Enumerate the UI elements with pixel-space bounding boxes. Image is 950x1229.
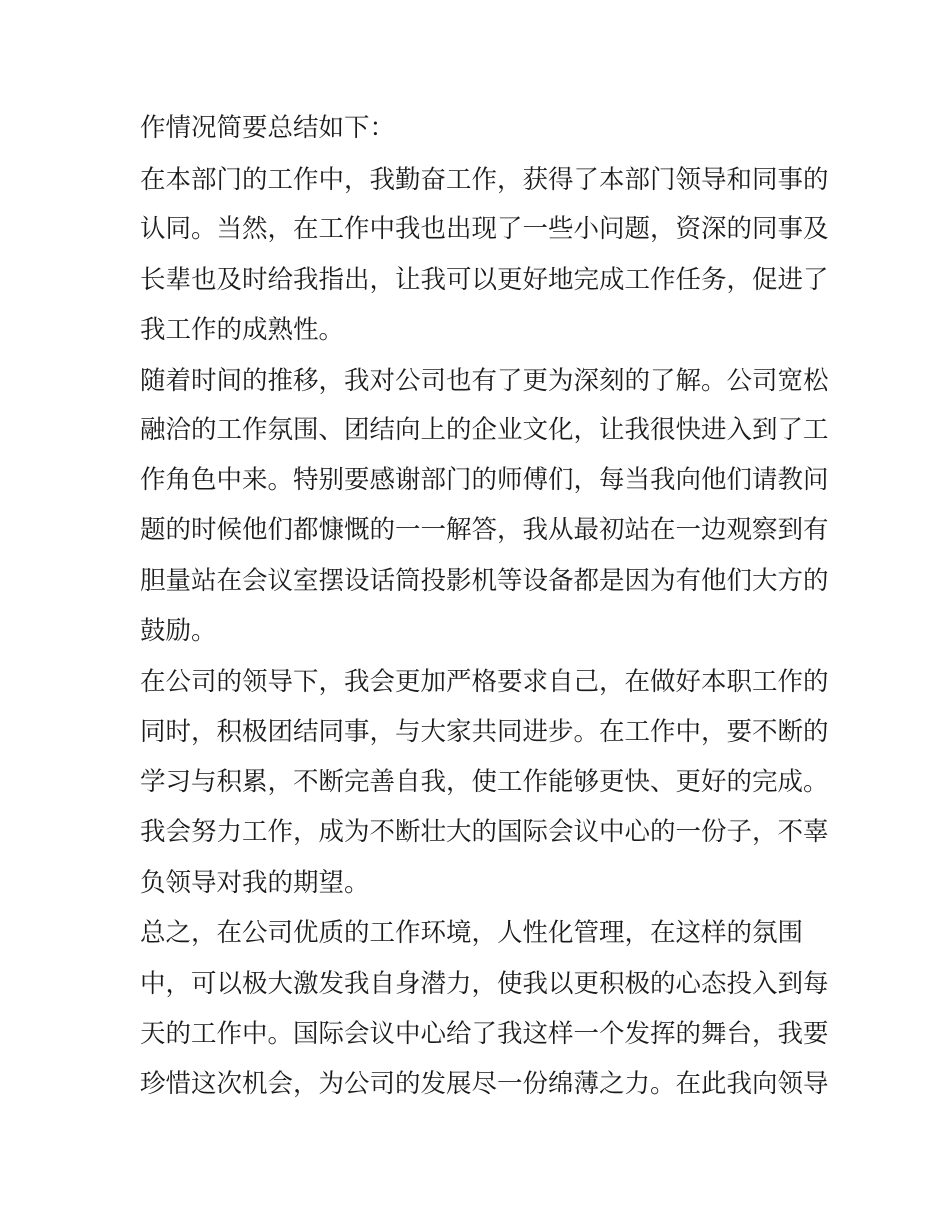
text-line: 负领导对我的期望。 (140, 868, 370, 898)
text-line: 题的时候他们都慷慨的一一解答，我从最初站在一边观察到有 (140, 515, 829, 545)
text-line: 我工作的成熟性。 (140, 315, 345, 345)
text-line: 在本部门的工作中，我勤奋工作，获得了本部门领导和同事的 (140, 165, 829, 195)
text-line: 作角色中来。特别要感谢部门的师傅们，每当我向他们请教问 (140, 465, 829, 495)
text-line: 同时，积极团结同事，与大家共同进步。在工作中，要不断的 (140, 717, 829, 747)
text-line: 作情况简要总结如下： (140, 113, 396, 143)
text-line: 认同。当然，在工作中我也出现了一些小问题，资深的同事及 (140, 214, 829, 244)
text-line: 珍惜这次机会，为公司的发展尽一份绵薄之力。在此我向领导 (140, 1069, 829, 1099)
text-line: 中，可以极大激发我自身潜力，使我以更积极的心态投入到每 (140, 969, 829, 999)
text-line: 鼓励。 (140, 616, 217, 646)
text-line: 融洽的工作氛围、团结向上的企业文化，让我很快进入到了工 (140, 415, 829, 445)
text-line: 学习与积累，不断完善自我，使工作能够更快、更好的完成。 (140, 767, 829, 797)
text-line: 天的工作中。国际会议中心给了我这样一个发挥的舞台，我要 (140, 1019, 829, 1049)
text-line: 长辈也及时给我指出，让我可以更好地完成工作任务，促进了 (140, 265, 829, 295)
text-line: 胆量站在会议室摆设话筒投影机等设备都是因为有他们大方的 (140, 566, 829, 596)
text-line: 总之，在公司优质的工作环境，人性化管理，在这样的氛围 (140, 918, 804, 948)
text-line: 随着时间的推移，我对公司也有了更为深刻的了解。公司宽松 (140, 366, 829, 396)
text-line: 在公司的领导下，我会更加严格要求自己，在做好本职工作的 (140, 667, 829, 697)
text-line: 我会努力工作，成为不断壮大的国际会议中心的一份子，不辜 (140, 817, 829, 847)
